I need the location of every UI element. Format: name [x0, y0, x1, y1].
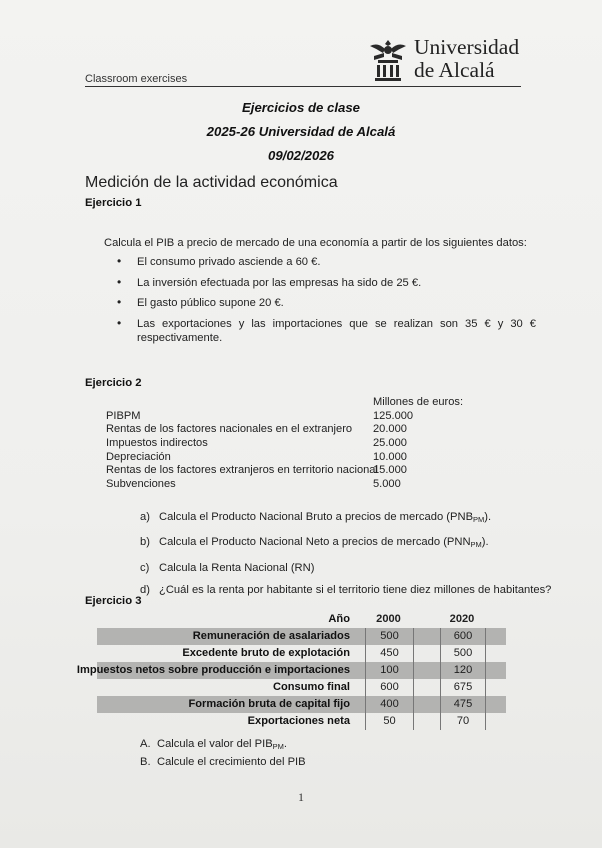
ej3-heading: Ejercicio 3: [85, 595, 142, 607]
list-item: • El gasto público supone 20 €.: [117, 295, 284, 309]
ej2-heading: Ejercicio 2: [85, 377, 142, 389]
university-name-line1: Universidad: [414, 35, 520, 59]
doc-subtitle: 2025-26 Universidad de Alcalá: [206, 124, 396, 139]
list-item: d) ¿Cuál es la renta por habitante si el territorio tiene diez millones de habitantes?: [140, 584, 552, 597]
table-row: Excedente bruto de explotación 450 500: [97, 645, 506, 662]
list-item: A. Calcula el valor del $PIB_{PM}$.: [140, 738, 288, 751]
university-logo-icon: [366, 36, 410, 87]
list-item: b) Calcula el Producto Nacional Neto a precios de mercado $(PNN_{PM})$.: [140, 536, 489, 550]
ej2-questions: [140, 510, 551, 606]
list-item: c) Calcula la Renta Nacional (RN): [140, 561, 315, 574]
table-row: Remuneración de asalariados 500 600: [97, 628, 506, 645]
unit-header: Millones de euros:: [373, 396, 464, 408]
list-item: • Las exportaciones y las importaciones que se realizan son 35 € y 30 €: [117, 315, 536, 330]
table-header-row: Año 2000 2020: [328, 613, 475, 625]
table-row: Exportaciones neta 50 70: [97, 713, 506, 730]
university-name-line2: de Alcalá: [414, 58, 495, 82]
header-label: Classroom exercises: [85, 73, 188, 85]
table-row: Consumo final 600 675: [97, 679, 506, 696]
list-item: • La inversión efectuada por las empresas ha sido de 25 €.: [117, 274, 422, 289]
list-item: a) Calcula el Producto Nacional Bruto a precios de mercado $(PNB_{PM})$.: [140, 511, 492, 524]
list-item-continuation: respectivamente.: [137, 331, 223, 344]
ej3-table: [76, 611, 506, 730]
university-name: [414, 36, 519, 82]
ej1-heading: Ejercicio 1: [85, 197, 142, 209]
ej1-intro: Calcula el PIB a precio de mercado de una economía a partir de los siguientes datos:: [104, 237, 527, 249]
table-row: Formación bruta de capital fijo 400 475: [97, 696, 506, 713]
doc-date: 09/02/2026: [267, 148, 334, 163]
doc-title: Ejercicios de clase: [241, 100, 361, 115]
page-number: 1: [298, 790, 304, 804]
ej1-bullet-list: [104, 255, 536, 351]
ej3-questions: [140, 737, 306, 777]
section-title: Medición de la actividad económica: [85, 174, 338, 191]
header-rule: [85, 86, 521, 87]
list-item: • El consumo privado asciende a 60 €.: [117, 254, 321, 268]
table-row: Impuestos netos sobre producción e importaciones 100 120: [97, 662, 506, 679]
list-item: B. Calcule el crecimiento del PIB: [140, 756, 306, 768]
